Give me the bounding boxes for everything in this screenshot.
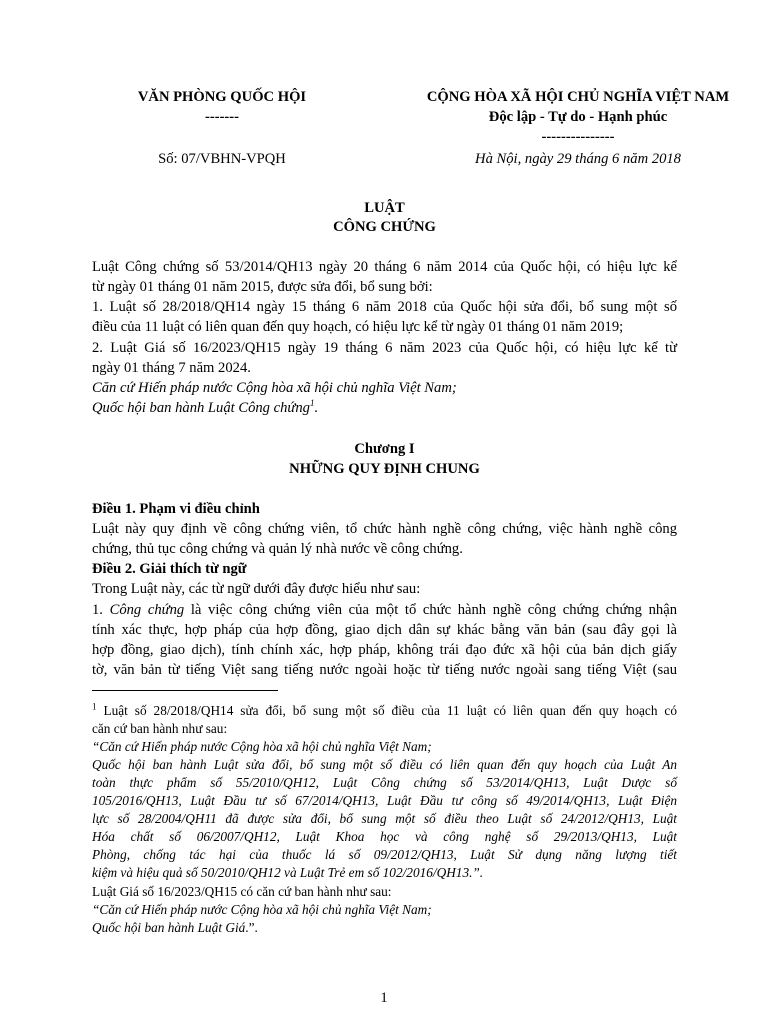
item-number: 1.	[92, 602, 110, 618]
article-2-intro: Trong Luật này, các từ ngữ dưới đây được hiểu như sau:	[92, 581, 421, 597]
article-2-line: tờ, văn bản từ tiếng Việt sang tiếng nước ngoài hoặc từ tiếng nước ngoài sang tiếng Việt (sau	[92, 662, 677, 678]
document-number: Số: 07/VBHN-VPQH	[158, 151, 286, 167]
enactment-text: Quốc hội ban hành Luật Công chứng	[92, 400, 310, 416]
footnote-italic-line: Hóa chất số 06/2007/QH12, Luật Khoa học và công nghệ số 29/2013/QH13, Luật	[92, 829, 677, 844]
item-text: là việc công chứng viên của một tổ chức hành nghề công chứng chứng nhận	[184, 602, 677, 618]
footnote-line	[92, 919, 677, 937]
footnote-italic-line: “Căn cứ Hiến pháp nước Cộng hòa xã hội chủ nghĩa Việt Nam;	[92, 902, 432, 917]
preamble-line: ngày 01 tháng 7 năm 2024.	[92, 360, 251, 376]
footnote-italic-line: kiệm và hiệu quả số 50/2010/QH12 và Luật Trẻ em số 102/2016/QH13.”.	[92, 865, 484, 880]
left-separator: -------	[204, 109, 240, 125]
footnote-italic-line: Phòng, chống tác hại của thuốc lá số 09/2012/QH13, Luật Sử dụng năng lượng tiết	[92, 847, 677, 862]
article-2-line: tính xác thực, hợp pháp của hợp đồng, giao dịch dân sự khác bằng văn bản (sau đây gọi là	[92, 622, 677, 638]
place-and-date: Hà Nội, ngày 29 tháng 6 năm 2018	[475, 151, 681, 167]
footnote-end: .”.	[245, 920, 258, 935]
enactment-period: .	[314, 400, 319, 416]
chapter-title: NHỮNG QUY ĐỊNH CHUNG	[289, 461, 480, 477]
article-1-line: Luật này quy định về công chứng viên, tổ chức hành nghề công chứng, việc hành nghề công	[92, 521, 677, 537]
footnote-reference[interactable]: 1	[309, 398, 315, 409]
right-separator: ---------------	[541, 129, 615, 145]
footnote-italic-line: toàn thực phẩm số 55/2010/QH12, Luật Công chứng số 53/2014/QH13, Luật Dược số	[92, 775, 677, 790]
preamble-enactment	[92, 399, 677, 418]
footnote-italic-line: lực số 28/2004/QH11 đã được sửa đổi, bổ sung một số điều theo Luật số 24/2012/QH13, Luật	[92, 811, 677, 826]
footnote-italic-line: Quốc hội ban hành Luật sửa đổi, bổ sung một số điều có liên quan đến quy hoạch của Luật An	[92, 757, 677, 772]
article-2-line: hợp đồng, giao dịch), tính chính xác, hợp pháp, không trái đạo đức xã hội của bản dịch giấy	[92, 642, 677, 658]
footnote-italic-line: “Căn cứ Hiến pháp nước Cộng hòa xã hội chủ nghĩa Việt Nam;	[92, 739, 432, 754]
footnote-text: Luật số 28/2018/QH14 sửa đổi, bổ sung một số điều của 11 luật có liên quan đến quy hoạch có	[96, 703, 677, 718]
article-2-heading: Điều 2. Giải thích từ ngữ	[92, 561, 247, 577]
page-number: 1	[380, 990, 388, 1006]
footnote-number: 1	[92, 701, 97, 712]
footnote-separator	[92, 690, 278, 691]
national-title: CỘNG HÒA XÃ HỘI CHỦ NGHĨA VIỆT NAM	[426, 89, 730, 105]
defined-term: Công chứng	[109, 602, 185, 618]
article-2-item-1	[92, 601, 677, 620]
law-title-line2: CÔNG CHỨNG	[333, 219, 436, 235]
preamble-line: 2. Luật Giá số 16/2023/QH15 ngày 19 tháng 6 năm 2023 của Quốc hội, có hiệu lực kể từ	[92, 340, 677, 356]
preamble-line: 1. Luật số 28/2018/QH14 ngày 15 tháng 6 năm 2018 của Quốc hội sửa đổi, bổ sung một số	[92, 299, 677, 315]
article-1-heading: Điều 1. Phạm vi điều chỉnh	[92, 501, 260, 517]
footnote-line	[92, 702, 677, 720]
national-motto: Độc lập - Tự do - Hạnh phúc	[488, 109, 668, 125]
footnote-line: Luật Giá số 16/2023/QH15 có căn cứ ban hành như sau:	[92, 884, 392, 899]
preamble-line: từ ngày 01 tháng 01 năm 2015, được sửa đổi, bổ sung bởi:	[92, 279, 433, 295]
law-title-line1: LUẬT	[364, 200, 405, 216]
preamble-line: điều của 11 luật có liên quan đến quy hoạch, có hiệu lực kể từ ngày 01 tháng 01 năm 2019;	[92, 319, 624, 335]
preamble-line: Luật Công chứng số 53/2014/QH13 ngày 20 tháng 6 năm 2014 của Quốc hội, có hiệu lực kể	[92, 259, 677, 275]
footnote-line: căn cứ ban hành như sau:	[92, 721, 228, 736]
footnote-italic-line: 105/2016/QH13, Luật Đầu tư số 67/2014/QH13, Luật Đầu tư công số 49/2014/QH13, Luật Điện	[92, 793, 677, 808]
issuing-organization: VĂN PHÒNG QUỐC HỘI	[137, 89, 307, 105]
preamble-basis: Căn cứ Hiến pháp nước Cộng hòa xã hội chủ nghĩa Việt Nam;	[92, 380, 457, 396]
article-1-line: chứng, thủ tục công chứng và quản lý nhà nước về công chứng.	[92, 541, 463, 557]
chapter-number: Chương I	[354, 441, 415, 457]
footnote-italic-text: Quốc hội ban hành Luật Giá	[92, 920, 246, 935]
